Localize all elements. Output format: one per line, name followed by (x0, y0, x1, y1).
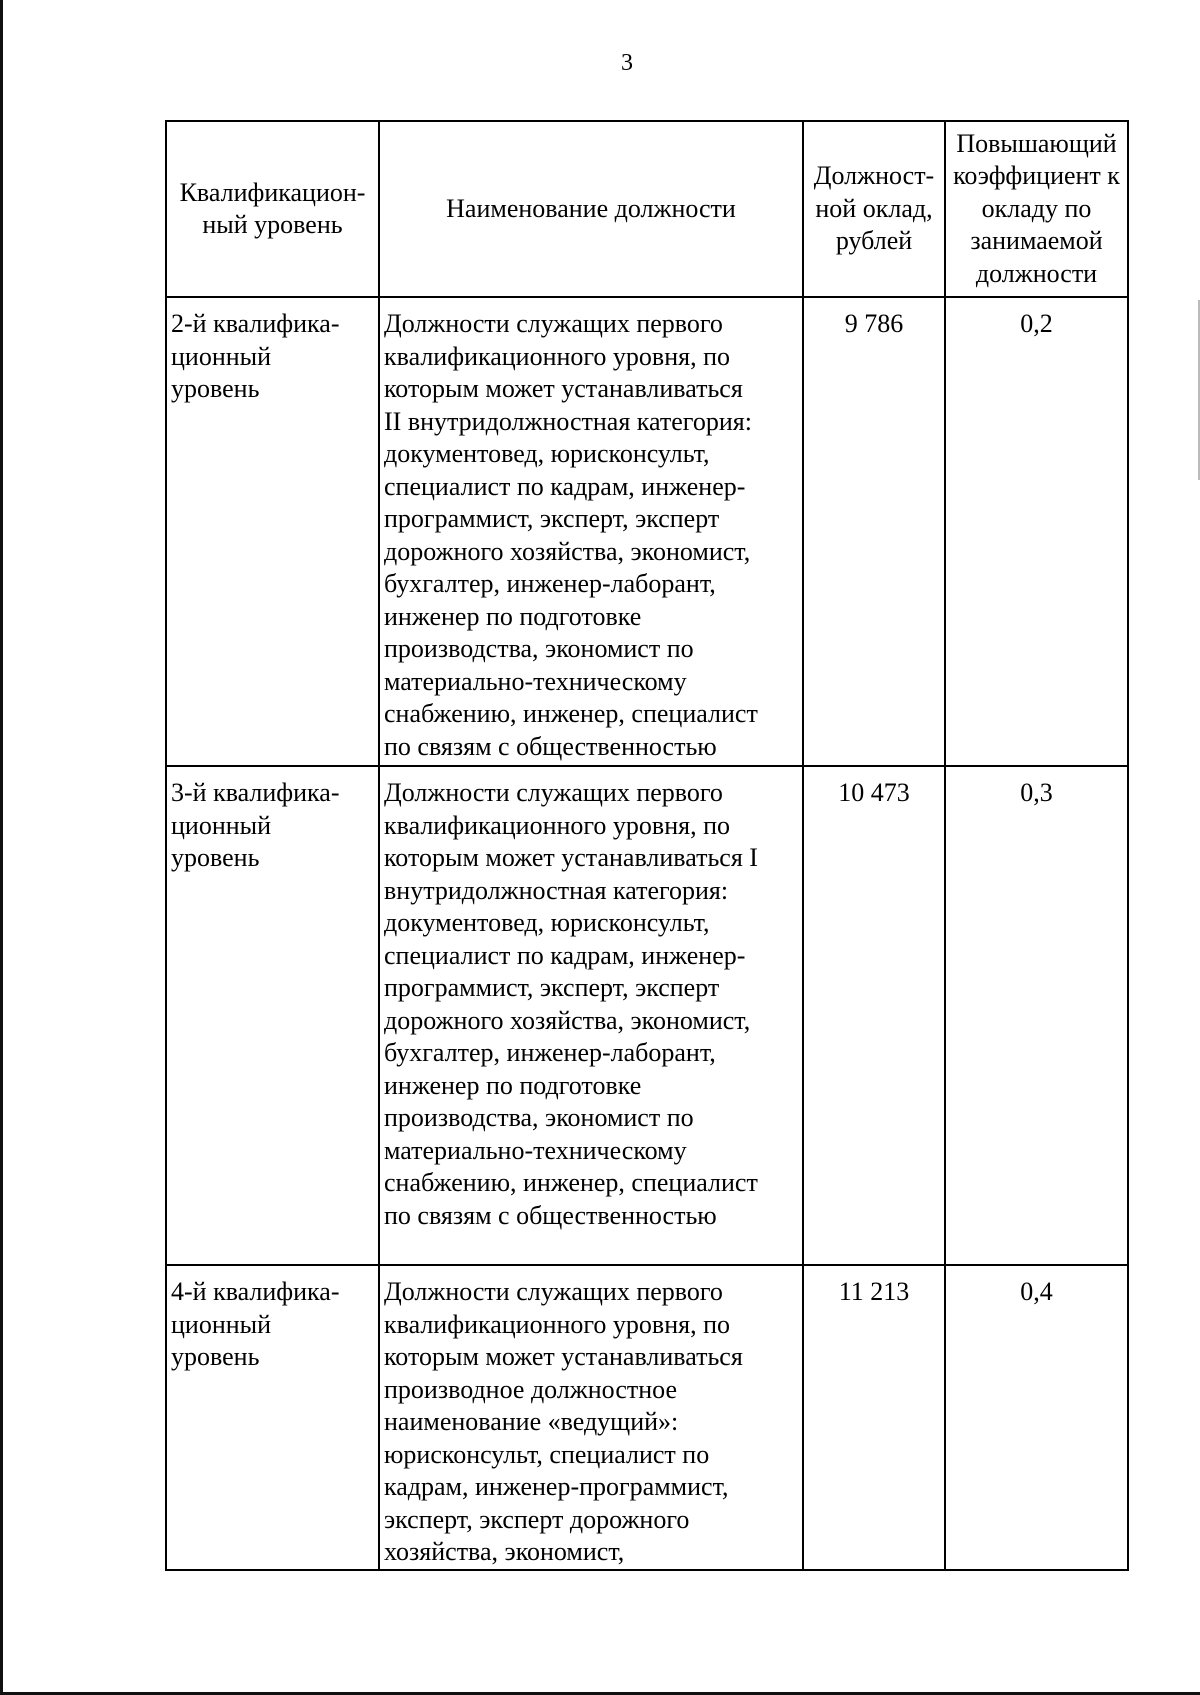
salary-text: 11 213 (838, 1277, 910, 1306)
cell-level (166, 297, 379, 766)
header-qualification-level (166, 121, 379, 297)
page-number: 3 (621, 50, 633, 76)
table-row (166, 297, 1128, 766)
cell-salary (803, 766, 945, 1265)
salary-text: 9 786 (844, 309, 904, 338)
level-text: 3-й квалифика- ционный уровень (171, 778, 340, 872)
header-salary-text: Должност- ной оклад, рублей (813, 161, 935, 256)
header-position-name-text: Наименование должности (446, 193, 736, 223)
coefficient-text: 0,4 (1020, 1277, 1053, 1306)
header-coefficient-text: Повышающий коэффициент к окладу по занимаемой должности (953, 128, 1120, 288)
salary-text: 10 473 (838, 778, 910, 807)
table-row (166, 1265, 1128, 1570)
header-coefficient (945, 121, 1128, 297)
coefficient-text: 0,2 (1020, 309, 1053, 338)
coefficient-text: 0,3 (1020, 778, 1053, 807)
header-position-name (379, 121, 803, 297)
position-text: Должности служащих первого квалификационного уровня, по которым может устанавливаться I внутридолжностная категория: документовед, юрисконсульт, специалист по кадрам, инженер- программист, эксперт, эксперт дорожного хозяйства, экономист, бухгалтер, инженер-лаборант, инженер по подготовке производства, экономист по материально-техническому снабжению, инженер, специалист по связям с общественностью (384, 778, 758, 1230)
level-text: 2-й квалифика- ционный уровень (171, 309, 340, 403)
cell-position (379, 766, 803, 1265)
table-header-row (166, 121, 1128, 297)
cell-coefficient (945, 766, 1128, 1265)
cell-position (379, 297, 803, 766)
header-qualification-level-text: Квалификацион- ный уровень (179, 177, 366, 239)
position-text: Должности служащих первого квалификационного уровня, по которым может устанавливаться производное должностное наименование «ведущий»: юрисконсульт, специалист по кадрам, инженер-программист, эксперт, эксперт дорожного хозяйства, экономист, (384, 1277, 743, 1566)
qualification-table (165, 120, 1129, 1571)
level-text: 4-й квалифика- ционный уровень (171, 1277, 340, 1371)
cell-level (166, 766, 379, 1265)
cell-salary (803, 1265, 945, 1570)
position-text: Должности служащих первого квалификационного уровня, по которым может устанавливаться II внутридолжностная категория: документовед, юрисконсульт, специалист по кадрам, инженер- программист, эксперт, эксперт дорожного хозяйства, экономист, бухгалтер, инженер-лаборант, инженер по подготовке производства, экономист по материально-техническому снабжению, инженер, специалист по связям с общественностью (384, 309, 758, 761)
cell-salary (803, 297, 945, 766)
cell-level (166, 1265, 379, 1570)
cell-coefficient (945, 1265, 1128, 1570)
table-row (166, 766, 1128, 1265)
cell-position (379, 1265, 803, 1570)
scan-edge-left (0, 0, 3, 1695)
cell-coefficient (945, 297, 1128, 766)
header-salary (803, 121, 945, 297)
